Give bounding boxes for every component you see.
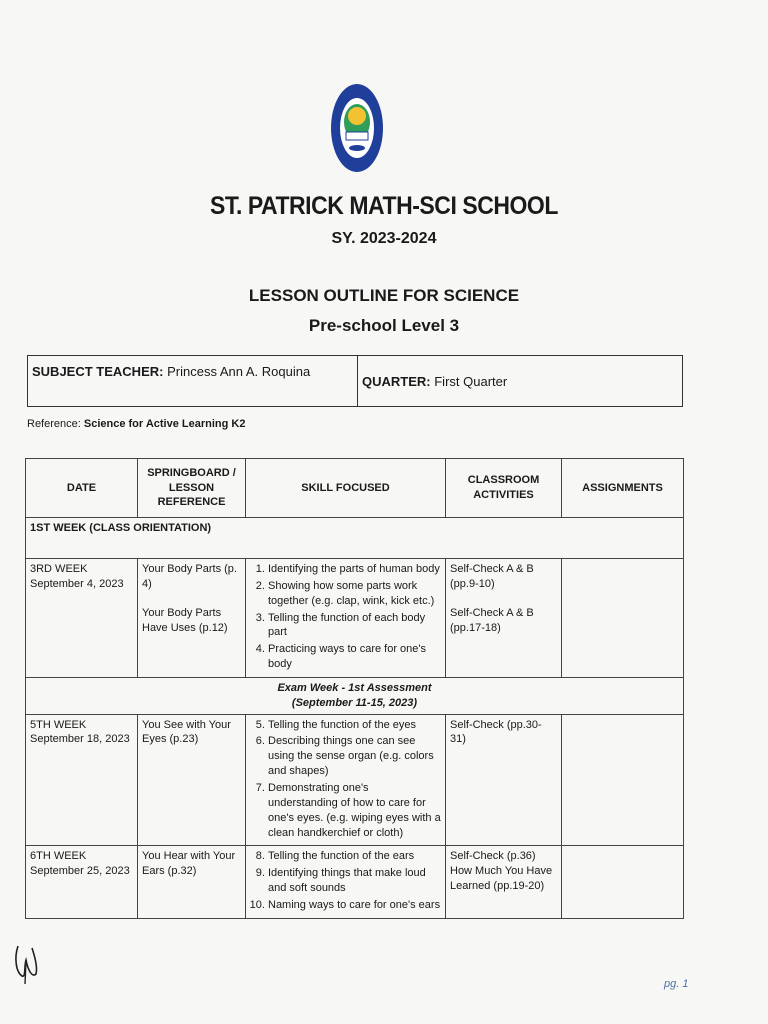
header-date: DATE (26, 459, 138, 518)
skills-cell (246, 846, 446, 918)
lesson-cell (138, 559, 246, 678)
skill-item: 6. Describing things one can see using the sense organ (e.g. colors and shapes) (268, 734, 441, 779)
assignments-cell (562, 714, 684, 846)
teacher-value: Princess Ann A. Roquina (167, 364, 311, 379)
lesson-reference: Your Body Parts (p. 4) (142, 563, 237, 590)
date-cell (26, 846, 138, 918)
quarter-label: QUARTER: (362, 374, 431, 389)
header-skill-focused: SKILL FOCUSED (246, 459, 446, 518)
skill-item: 2. Showing how some parts work together (e.g. clap, wink, kick etc.) (268, 579, 441, 609)
lesson-reference: You Hear with Your Ears (p.32) (142, 850, 236, 878)
teacher-cell (28, 356, 358, 406)
teacher-label: SUBJECT TEACHER: (32, 364, 164, 379)
quarter-cell (358, 356, 682, 406)
header-lesson-reference: SPRINGBOARD / LESSON REFERENCE (138, 459, 246, 518)
lesson-cell (138, 714, 246, 846)
skill-item: 10. Naming ways to care for one's ears (268, 898, 441, 913)
activity-item: Self-Check (pp.30-31) (450, 718, 542, 746)
week-label: 3RD WEEK (30, 563, 88, 575)
skills-list (250, 562, 441, 672)
skill-item: 7. Demonstrating one's understanding of how to care for one's eyes. (e.g. wiping eyes with a clean handkerchief or cloth) (268, 781, 441, 840)
skills-list (250, 849, 441, 912)
page-number: pg. 1 (664, 978, 689, 990)
activities-cell (446, 846, 562, 918)
signature-mark (12, 936, 42, 986)
week-date: September 4, 2023 (30, 577, 124, 590)
lesson-cell (138, 846, 246, 918)
skill-item: 5. Telling the function of the eyes (268, 718, 441, 733)
school-seal-logo (330, 82, 384, 174)
lesson-reference: You See with Your Eyes (p.23) (142, 718, 231, 746)
date-cell (26, 714, 138, 846)
school-year: SY. 2023-2024 (331, 230, 437, 247)
exam-week-dates: (September 11-15, 2023) (291, 696, 418, 709)
skill-item: 3. Telling the function of each body part (268, 611, 441, 641)
header-classroom-activities: CLASSROOM ACTIVITIES (446, 459, 562, 518)
lesson-outline-table (25, 458, 684, 919)
exam-week-title: Exam Week - 1st Assessment (277, 681, 432, 694)
skill-item: 9. Identifying things that make loud and soft sounds (268, 866, 441, 896)
school-name: ST. PATRICK MATH-SCI SCHOOL (210, 192, 558, 220)
teacher-info-box (27, 355, 683, 407)
week1-orientation: 1ST WEEK (CLASS ORIENTATION) (26, 518, 684, 559)
activity-item: Self-Check A & B (pp.17-18) (450, 606, 534, 634)
reference-label: Reference: (27, 418, 81, 430)
date-cell (26, 559, 138, 678)
week-label: 5TH WEEK (30, 718, 87, 731)
table-row (26, 559, 684, 678)
skills-cell (246, 559, 446, 678)
activity-item: Self-Check A & B (pp.9-10) (450, 563, 534, 590)
exam-week-cell (26, 677, 684, 714)
table-header-row (26, 459, 684, 518)
skill-item: 1. Identifying the parts of human body (268, 562, 441, 577)
activities-cell (446, 559, 562, 678)
outline-title: LESSON OUTLINE FOR SCIENCE (248, 286, 520, 305)
table-row (26, 714, 684, 846)
activity-item: Self-Check (p.36) (450, 850, 536, 863)
reference-value: Science for Active Learning K2 (83, 418, 246, 430)
skills-cell (246, 714, 446, 846)
reference-line (27, 418, 245, 430)
activities-cell (446, 714, 562, 846)
outline-level: Pre-school Level 3 (308, 316, 460, 335)
table-row (26, 846, 684, 918)
table-row-exam-week (26, 677, 684, 714)
assignments-cell (562, 559, 684, 678)
assignments-cell (562, 846, 684, 918)
skill-item: 8. Telling the function of the ears (268, 849, 441, 864)
header-assignments: ASSIGNMENTS (562, 459, 684, 518)
skill-item: 4. Practicing ways to care for one's body (268, 642, 441, 672)
skills-list (250, 718, 441, 841)
quarter-value: First Quarter (434, 374, 508, 389)
activity-item: How Much You Have Learned (pp.19-20) (450, 865, 553, 893)
table-row-week1 (26, 518, 684, 559)
week-date: September 25, 2023 (30, 865, 130, 878)
week-label: 6TH WEEK (30, 850, 87, 863)
week-date: September 18, 2023 (30, 733, 130, 746)
lesson-reference: Your Body Parts Have Uses (p.12) (142, 606, 228, 634)
